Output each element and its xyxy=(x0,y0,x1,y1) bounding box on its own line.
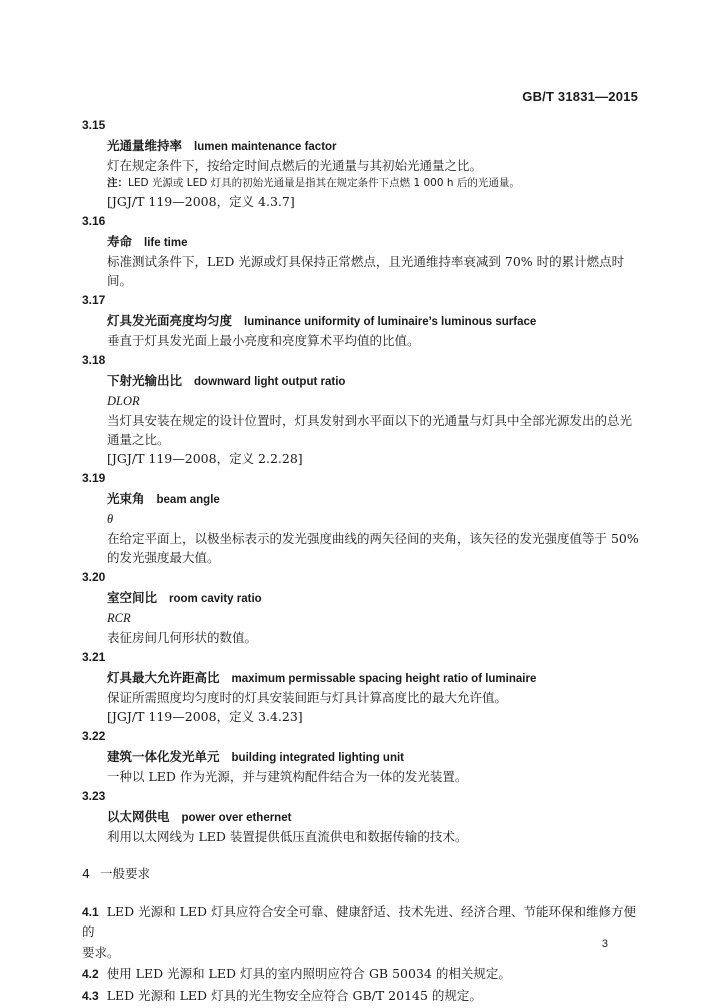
term-heading xyxy=(82,310,642,331)
term-entry xyxy=(82,115,642,211)
term-number: 3.22 xyxy=(82,729,106,743)
term-reference: [JGJ/T 119—2008，定义 2.2.28] xyxy=(107,451,303,466)
term-heading xyxy=(82,135,642,156)
page-number: 3 xyxy=(601,938,608,950)
term-number: 3.15 xyxy=(82,118,106,132)
term-en: maximum permissable spacing height ratio of luminaire xyxy=(231,673,537,685)
term-en: power over ethernet xyxy=(181,812,292,824)
term-reference: [JGJ/T 119—2008，定义 4.3.7] xyxy=(107,194,295,209)
term-en: downward light output ratio xyxy=(194,376,346,388)
term-number: 3.16 xyxy=(82,214,106,228)
term-number: 3.17 xyxy=(82,293,106,307)
term-definition: 一种以 LED 作为光源，并与建筑构配件结合为一体的发光装置。 xyxy=(107,769,468,784)
note-text: LED 光源或 LED 灯具的初始光通量是指其在规定条件下点燃 1 000 h 后的光通量。 xyxy=(128,177,520,189)
standard-code: GB/T 31831—2015 xyxy=(522,89,638,104)
clause-text: LED 光源和 LED 灯具的光生物安全应符合 GB/T 20145 的规定。 xyxy=(106,988,482,1003)
term-zh: 光束角 xyxy=(107,491,145,506)
term-heading xyxy=(82,746,642,767)
clause-number: 4.1 xyxy=(82,905,99,919)
term-zh: 室空间比 xyxy=(107,590,158,605)
term-zh: 灯具发光面亮度均匀度 xyxy=(107,313,233,328)
term-definition-cont: 通量之比。 xyxy=(107,432,170,447)
term-entry xyxy=(82,647,642,726)
term-zh: 建筑一体化发光单元 xyxy=(107,749,220,764)
term-number: 3.18 xyxy=(82,353,106,367)
note-label: 注： xyxy=(107,177,128,189)
term-zh: 光通量维持率 xyxy=(107,138,183,153)
term-en: life time xyxy=(144,237,188,249)
term-note xyxy=(82,175,642,192)
term-abbreviation: RCR xyxy=(107,611,131,625)
term-definition: 灯在规定条件下，按给定时间点燃后的光通量与其初始光通量之比。 xyxy=(107,158,483,173)
term-en: beam angle xyxy=(156,494,220,506)
clause-text: 使用 LED 光源和 LED 灯具的室内照明应符合 GB 50034 的相关规定。 xyxy=(106,966,511,981)
term-en: building integrated lighting unit xyxy=(231,752,404,764)
term-definition: 标准测试条件下，LED 光源或灯具保持正常燃点，且光通维持率衰减到 70% 时的累计燃点时间。 xyxy=(107,254,625,288)
term-entry xyxy=(82,211,642,290)
term-heading xyxy=(82,806,642,827)
term-number: 3.23 xyxy=(82,789,106,803)
term-zh: 寿命 xyxy=(107,234,133,249)
term-definition-cont: 的发光强度最大值。 xyxy=(107,550,220,565)
clause-cont: 要求。 xyxy=(82,945,120,960)
content xyxy=(82,115,642,1008)
term-heading xyxy=(82,667,642,688)
clause xyxy=(82,986,642,1006)
term-heading xyxy=(82,370,642,391)
term-heading xyxy=(82,488,642,509)
term-definition: 利用以太网线为 LED 装置提供低压直流供电和数据传输的技术。 xyxy=(107,829,468,844)
term-definition: 在给定平面上，以极坐标表示的发光强度曲线的两矢径间的夹角，该矢径的发光强度值等于 50% xyxy=(107,531,639,546)
term-definition: 保证所需照度均匀度时的灯具安装间距与灯具计算高度比的最大允许值。 xyxy=(107,690,508,705)
term-heading xyxy=(82,587,642,608)
term-entry xyxy=(82,726,642,786)
term-en: room cavity ratio xyxy=(169,593,262,605)
term-definition: 当灯具安装在规定的设计位置时，灯具发射到水平面以下的光通量与灯具中全部光源发出的总光 xyxy=(107,413,633,428)
clause-number: 4.3 xyxy=(82,989,99,1003)
term-entry xyxy=(82,786,642,846)
term-en: lumen maintenance factor xyxy=(194,141,337,153)
clause-number: 4.2 xyxy=(82,967,99,981)
term-heading xyxy=(82,231,642,252)
term-reference: [JGJ/T 119—2008，定义 3.4.23] xyxy=(107,709,303,724)
term-entry xyxy=(82,567,642,647)
term-number: 3.20 xyxy=(82,570,106,584)
term-zh: 下射光输出比 xyxy=(107,373,183,388)
clause xyxy=(82,964,642,984)
term-number: 3.19 xyxy=(82,471,106,485)
term-zh: 以太网供电 xyxy=(107,809,170,824)
term-definition: 垂直于灯具发光面上最小亮度和亮度算术平均值的比值。 xyxy=(107,333,420,348)
clause-text: LED 光源和 LED 灯具应符合安全可靠、健康舒适、技术先进、经济合理、节能环保和维修方便的 xyxy=(82,904,637,939)
section-number: 4 xyxy=(82,866,90,881)
term-zh: 灯具最大允许距高比 xyxy=(107,670,220,685)
term-symbol: θ xyxy=(107,512,114,526)
term-abbreviation: DLOR xyxy=(107,394,140,408)
term-entry xyxy=(82,290,642,350)
section-title: 一般要求 xyxy=(99,866,150,881)
term-entry xyxy=(82,468,642,567)
term-number: 3.21 xyxy=(82,650,106,664)
section-heading xyxy=(82,864,642,884)
term-en: luminance uniformity of luminaire’s luminous surface xyxy=(244,316,537,328)
term-definition: 表征房间几何形状的数值。 xyxy=(107,630,258,645)
term-entry xyxy=(82,350,642,468)
clause xyxy=(82,902,642,941)
